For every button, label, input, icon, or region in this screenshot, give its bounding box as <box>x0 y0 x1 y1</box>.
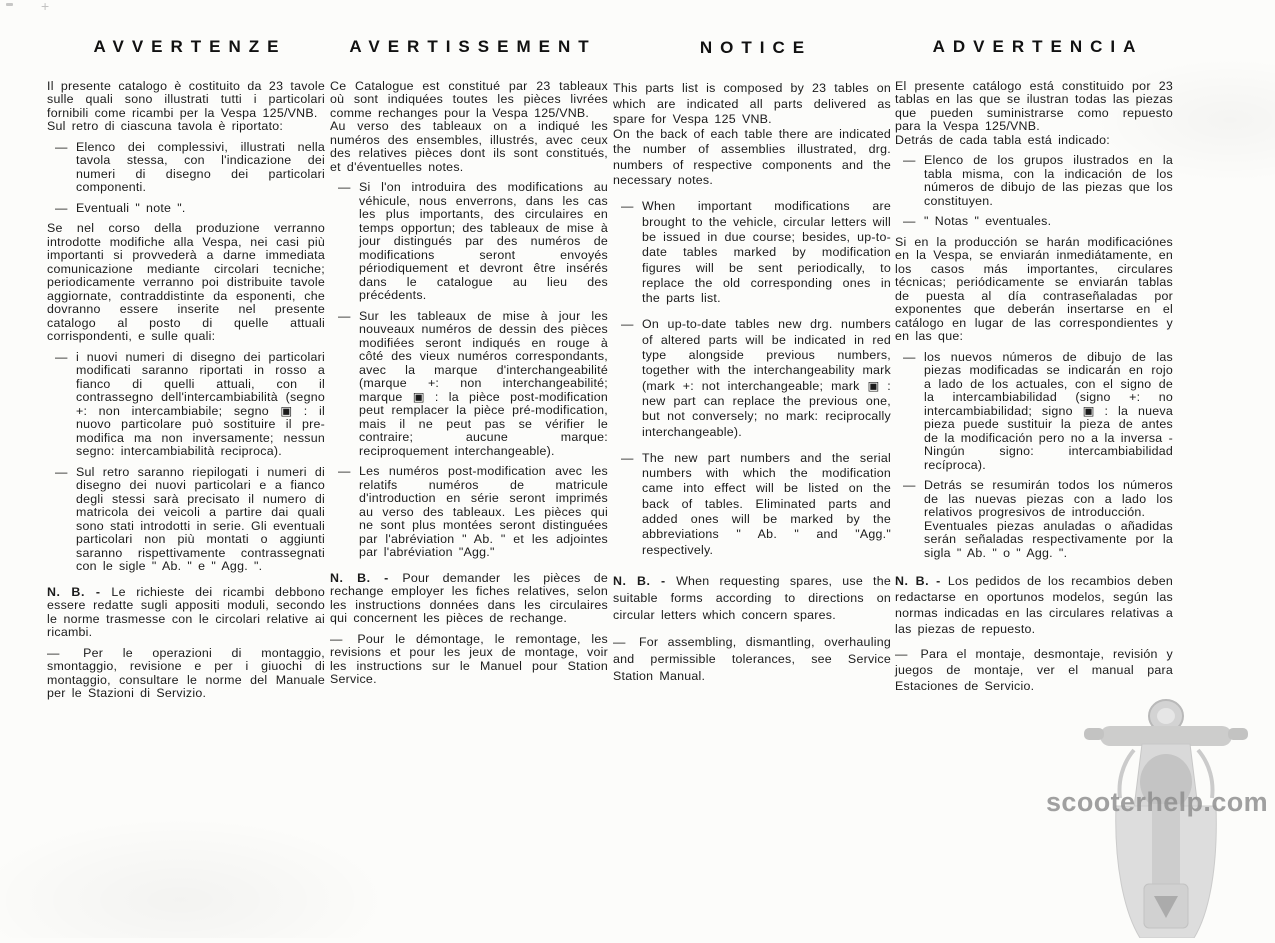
list-item-text: Elenco dei complessivi, illustrati nella tavola stessa, con l'indicazione dei numeri di disegno dei particolari componenti. <box>76 139 325 194</box>
dash-marker: — <box>338 464 351 478</box>
column-header-french: AVERTISSEMENT <box>349 37 597 56</box>
paragraph: Ce Catalogue est constitué par 23 tableaux où sont indiquées toutes les pièces livrées comme rechanges pour la Vespa 125/VNB. <box>330 78 608 120</box>
paragraph: This parts list is composed by 23 tables on which are indicated all parts delivered as spare for Vespa 125 VNB. <box>613 81 891 126</box>
list-item <box>895 154 1173 208</box>
list-item <box>613 451 891 558</box>
list-item <box>613 199 891 306</box>
paragraph: Au verso des tableaux on a indiqué les numéros des ensembles, illustrés, avec ceux des relatives pièces dont ils sont constitués, et d'éventuelles notes. <box>330 119 608 174</box>
list-item <box>47 141 325 195</box>
dash-marker: — <box>338 180 351 194</box>
list-item-continuation: Eventuales piezas anuladas o añadidas serán señaladas respectivamente por la sigla " Ab. " o " Agg. ". <box>924 518 1173 560</box>
list-item <box>47 466 325 574</box>
dash-marker: — <box>903 153 916 167</box>
list-item-text: " Notas " eventuales. <box>924 214 1052 228</box>
column-spanish <box>895 37 1173 694</box>
nota-bene-text: When requesting spares, use the suitable forms according to directions on circular letters which concern spares. <box>613 573 891 622</box>
dash-marker: — <box>613 635 626 650</box>
paragraph: On the back of each table there are indicated the number of assemblies illustrated, drg. numbers of respective components and the necessary notes. <box>613 127 891 188</box>
dash-marker: — <box>47 645 60 660</box>
nota-bene-paragraph <box>47 586 325 640</box>
nota-bene-paragraph <box>613 573 891 623</box>
paragraph: Se nel corso della produzione verranno introdotte modifiche alla Vespa, nei casi più importanti si provvederà a darne immediata comunicazione mediante circolari tecniche; periodicamente verranno poi distribuite tavole aggiornate, contraddistinte da esponenti, che dovranno essere inserite nel presente catalogo al posto di quelle attuali corrispondenti, e sulle quali: <box>47 221 325 343</box>
dash-marker: — <box>621 199 634 214</box>
dash-marker: — <box>55 464 68 479</box>
list-item-text: Elenco de los grupos ilustrados en la tabla misma, con la indicación de los números de dibujo de las piezas que los constituyen. <box>924 153 1173 208</box>
list-item-text: Eventuali " note ". <box>76 200 186 215</box>
column-header-english: NOTICE <box>699 38 813 57</box>
dash-marker: — <box>621 317 634 332</box>
list-item-text: los nuevos números de dibujo de las piezas modificadas se indicarán en rojo a lado de los actuales, con el signo de la intercambiabilidad (signo +: no intercambiabilidad; signo ▣ : la nueva pieza puede sustituir la pieza de antes de la modificación pero no a la inversa - Ningún signo: intercambiabilidad recíproca). <box>924 349 1173 472</box>
paragraph: Si en la producción se harán modificaciónes en la Vespa, se enviarán inmediátamente, en los casos más importantes, circulares técnicas; periódicamente se enviarán tablas de puesta al día contraseñaladas por exponentes que deberán insertarse en el catálogo en lugar de las correspondientes y en las que: <box>895 234 1173 343</box>
nota-bene-label: N. B. - <box>330 570 403 585</box>
list-item <box>47 202 325 216</box>
paragraph: El presente catálogo está constituido por 23 tablas en las que se ilustran todas las piezas que pueden suministrarse como repuesto para la Vespa 125/VNB. <box>895 78 1173 133</box>
list-item-text: When important modifications are brought to the vehicle, circular letters will be issued in due course; besides, up-to-date tables marked by modification figures will be sent periodically, to replace the old corresponding ones in the parts list. <box>642 199 891 306</box>
paragraph: Detrás de cada tabla está indicado: <box>895 132 1110 147</box>
dash-marker: — <box>903 214 916 228</box>
list-item-text: Les numéros post-modification avec les relatifs numéros de matricule d'introduction en série seront imprimés au verso des tableaux. Les pièces qui ne sont plus montées seront distinguées par l'abréviation " Ab. " et les adjointes par l'abréviation "Agg." <box>359 464 608 559</box>
list-item-text: The new part numbers and the serial numbers with which the modification came into effect will be listed on the back of tables. Eliminated parts and added ones will be marked by the abbreviations " Ab. " and "Agg." respectively. <box>642 450 891 557</box>
dash-marker: — <box>330 631 343 646</box>
column-body-italian <box>47 80 325 701</box>
paragraph-text: Para el montaje, desmontaje, revisión y juegos de montaje, ver el manual para Estaciones de Servicio. <box>895 647 1173 693</box>
list-item-text: Detrás se resumirán todos los números de las nuevas piezas con a lado los relativos progresivos de introducción. <box>924 478 1173 519</box>
dash-marker: — <box>903 478 916 492</box>
column-header-italian: AVVERTENZE <box>93 37 287 56</box>
scan-speck <box>6 3 13 6</box>
list-item <box>330 465 608 560</box>
dash-paragraph <box>613 634 891 684</box>
scooterhelp-watermark-text: scooterhelp.com <box>1046 787 1269 817</box>
dash-marker: — <box>903 349 916 364</box>
dash-paragraph <box>895 646 1173 694</box>
paragraph-text: For assembling, dismantling, overhauling and permissible tolerances, see Service Station Manual. <box>613 635 891 683</box>
nota-bene-paragraph <box>330 572 608 626</box>
list-item <box>895 215 1173 229</box>
column-english <box>613 40 891 685</box>
registration-cross-mark: + <box>41 0 50 14</box>
column-italian <box>47 37 325 701</box>
nota-bene-label: N. B. - <box>895 574 948 588</box>
dash-marker: — <box>55 139 68 154</box>
column-header-spanish: ADVERTENCIA <box>932 37 1144 56</box>
dash-paragraph <box>330 633 608 687</box>
paragraph-text: Per le operazioni di montaggio, smontaggio, revisione e per i giuochi di montaggio, consultare le norme del Manuale per le Stazioni di Servizio. <box>47 645 325 700</box>
list-item <box>895 351 1173 473</box>
nota-bene-text: Pour demander les pièces de rechange employer les fiches relatives, selon les instructions données dans les circulaires qui concernent les pièces de rechange. <box>330 570 608 625</box>
nota-bene-label: N. B. - <box>613 573 677 588</box>
list-item-text: Sur les tableaux de mise à jour les nouveaux numéros de dessin des pièces modifiées seront indiqués en rouge à côté des vieux numéros correspondants, avec la marque d'interchangeabilité (marque +: non interchangeabilité; marque ▣ : la pièce post-modification peut remplacer la pièce pré-modification, mais il ne peut pas se vérifier le contraire; aucune marque: reciproquement interchangeable). <box>359 308 608 458</box>
list-item <box>613 317 891 439</box>
nota-bene-label: N. B. - <box>47 584 112 599</box>
dash-marker: — <box>895 647 908 661</box>
list-item <box>330 181 608 303</box>
paragraph-text: Pour le démontage, le remontage, les revisions et pour les jeux de montage, voir les instructions sur le Manuel pour Station Service. <box>330 631 608 686</box>
nota-bene-text: Le richieste dei ricambi debbono essere redatte sugli appositi moduli, secondo le norme trasmesse con le circolari relative ai ricambi. <box>47 584 325 639</box>
list-item-text: Sul retro saranno riepilogati i numeri di disegno dei nuovi particolari e a fianco degli stessi sarà precisato il numero di matricola dei veicoli a partire dai quali sono stati introdotti in serie. Gli eventuali particolari non più montati o aggiunti saranno rispettivamente contrassegnati con le sigle " Ab. " e " Agg. ". <box>76 464 325 573</box>
dash-marker: — <box>338 308 351 323</box>
paragraph: Il presente catalogo è costituito da 23 tavole sulle quali sono illustrati tutti i particolari fornibili come ricambi per la Vespa 125/VNB. <box>47 78 325 120</box>
list-item <box>47 351 325 459</box>
nota-bene-paragraph <box>895 573 1173 637</box>
paragraph: Sul retro di ciascuna tavola è riportato: <box>47 119 284 133</box>
dash-marker: — <box>55 349 68 364</box>
column-french <box>330 37 608 687</box>
column-body-english <box>613 81 891 684</box>
column-body-spanish <box>895 80 1173 695</box>
column-body-french <box>330 80 608 687</box>
nota-bene-text: Los pedidos de los recambios deben redactarse en oportunos modelos, según las normas indicadas en las circulares relativas a las piezas de repuesto. <box>895 574 1173 636</box>
list-item <box>895 479 1173 520</box>
list-item-text: Si l'on introduira des modifications au véhicule, nous enverrons, dans les cas les plus importants, des circulaires en temps opportun; des tableaux de mise à jour distingués par des numéros de modifications seront envoyés périodiquement et devront être insérés dans le catalogue au lieu des précédents. <box>359 180 608 302</box>
list-item <box>330 310 608 459</box>
dash-marker: — <box>621 450 634 465</box>
list-item-text: On up-to-date tables new drg. numbers of altered parts will be indicated in red type alongside previous numbers, together with the interchangeability mark (mark +: not interchangeable; mark ▣ : new part can replace the previous one, but not conversely; no mark: reciprocally interchangeable). <box>642 317 891 439</box>
dash-marker: — <box>55 200 68 215</box>
dash-paragraph <box>47 647 325 701</box>
list-item-text: i nuovi numeri di disegno dei particolari modificati saranno riportati in rosso a fianco di quelli attuali, con il contrassegno dell'intercambiabilità (segno +: non intercambiabile; segno ▣ : il nuovo particolare può sostituire il pre-modifica ma non inversamente; nessun segno: intercambiabilità reciproca). <box>76 349 325 458</box>
